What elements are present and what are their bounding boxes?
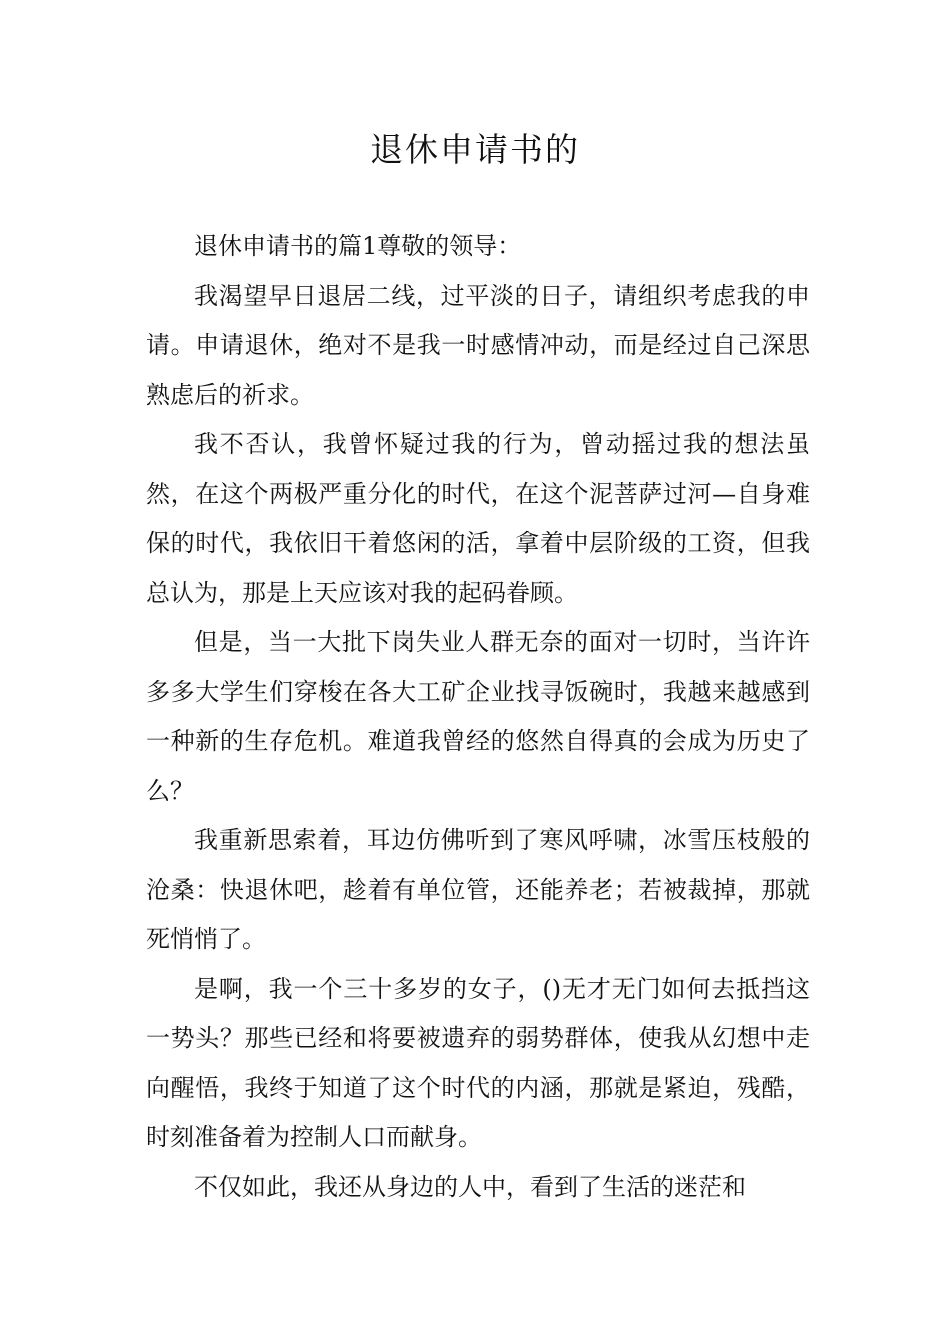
paragraph: 我渴望早日退居二线，过平淡的日子，请组织考虑我的申请。申请退休，绝对不是我一时感情冲动，而是经过自己深思熟虑后的祈求。	[146, 281, 810, 409]
document-title: 退休申请书的	[370, 130, 580, 169]
paragraph: 我重新思索着，耳边仿佛听到了寒风呼啸，冰雪压枝般的沧桑：快退休吧，趁着有单位管，还能养老；若被裁掉，那就死悄悄了。	[146, 826, 810, 953]
document-body	[146, 222, 810, 1212]
paragraph: 不仅如此，我还从身边的人中，看到了生活的迷茫和	[194, 1172, 746, 1201]
paragraph: 但是，当一大批下岗失业人群无奈的面对一切时，当许许多多大学生们穿梭在各大工矿企业找寻饭碗时，我越来越感到一种新的生存危机。难道我曾经的悠然自得真的会成为历史了么？	[146, 628, 810, 805]
paragraph: 我不否认，我曾怀疑过我的行为，曾动摇过我的想法虽然，在这个两极严重分化的时代，在这个泥菩萨过河—自身难保的时代，我依旧干着悠闲的活，拿着中层阶级的工资，但我总认为，那是上天应该对我的起码眷顾。	[146, 430, 810, 607]
paragraph: 退休申请书的篇1尊敬的领导：	[194, 232, 522, 260]
paragraph: 是啊，我一个三十多岁的女子，()无才无门如何去抵挡这一势头？那些已经和将要被遗弃的弱势群体，使我从幻想中走向醒悟，我终于知道了这个时代的内涵，那就是紧迫，残酷，时刻准备着为控制人口而献身。	[146, 974, 810, 1151]
